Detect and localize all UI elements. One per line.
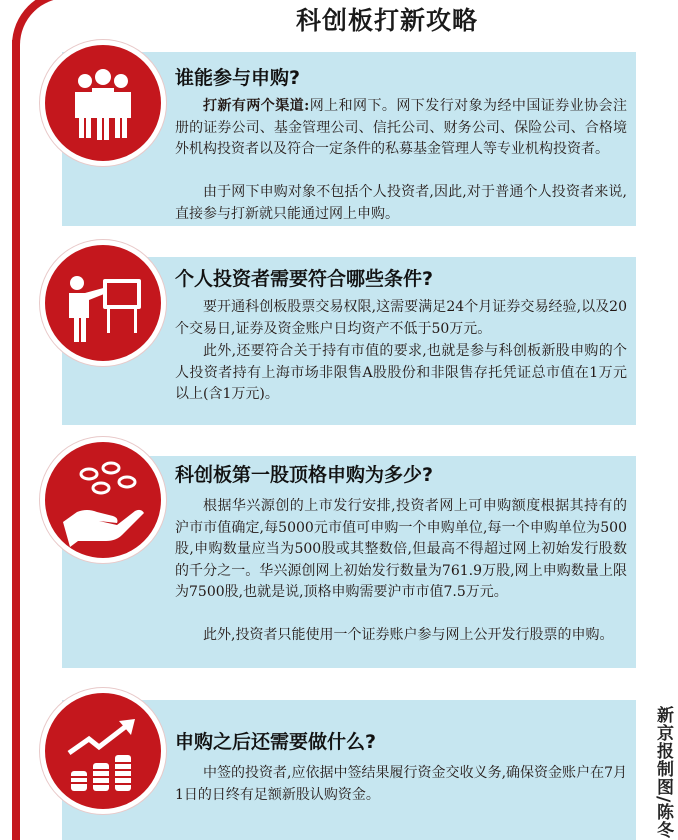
section-2-paragraph-2: 此外,还要符合关于持有市值的要求,也就是参与科创板新股申购的个人投资者持有上海市场非限售A股股份和非限售存托凭证总市值在1万元以上(含1万元)。 (175, 343, 627, 402)
paragraph-lead: 打新有两个渠道: (203, 98, 310, 114)
section-1-paragraph-1 (175, 96, 627, 161)
section-heading-4: 申购之后还需要做什么? (175, 731, 377, 753)
page-title: 科创板打新攻略 (296, 6, 479, 35)
decorative-rail-curve (12, 0, 72, 50)
presenter-board-icon (40, 240, 166, 366)
coins-growth-icon (40, 688, 166, 814)
section-4-paragraph-1: 中签的投资者,应依据中签结果履行资金交收义务,确保资金账户在7月1日的日终有足额新股认购资金。 (175, 765, 627, 803)
paragraph-text: 网上和网下。网下发行对象为经中国证券业协会注册的证券公司、基金管理公司、信托公司、财务公司、保险公司、合格境外机构投资者以及符合一定条件的私募基金管理人等专业机构投资者。 (175, 98, 627, 157)
section-heading-2: 个人投资者需要符合哪些条件? (175, 268, 434, 290)
section-2-paragraph-1: 要开通科创板股票交易权限,这需要满足24个月证券交易经验,以及20个交易日,证券及资金账户日均资产不低于50万元。 (175, 299, 627, 337)
hand-coins-icon (40, 437, 166, 563)
section-1-paragraph-2: 由于网下申购对象不包括个人投资者,因此,对于普通个人投资者来说,直接参与打新就只能通过网上申购。 (175, 184, 627, 222)
section-3-paragraph-2: 此外,投资者只能使用一个证券账户参与网上公开发行股票的申购。 (203, 627, 614, 643)
people-group-icon (40, 40, 166, 166)
image-credit: 新京报制图/陈冬 (653, 706, 673, 840)
section-heading-3: 科创板第一股顶格申购为多少? (175, 464, 434, 486)
decorative-rail (12, 40, 20, 840)
section-3-paragraph-1: 根据华兴源创的上市发行安排,投资者网上可申购额度根据其持有的沪市市值确定,每5000元市值可申购一个申购单位,每一个申购单位为500股,申购数量应当为500股或其整数倍,但最高不得超过网上初始发行股数的千分之一。华兴源创网上初始发行数量为761.9万股,网上申购数量上限为7500股,也就是说,顶格申购需要沪市市值7.5万元。 (175, 498, 627, 600)
section-heading-1: 谁能参与申购? (175, 67, 301, 89)
